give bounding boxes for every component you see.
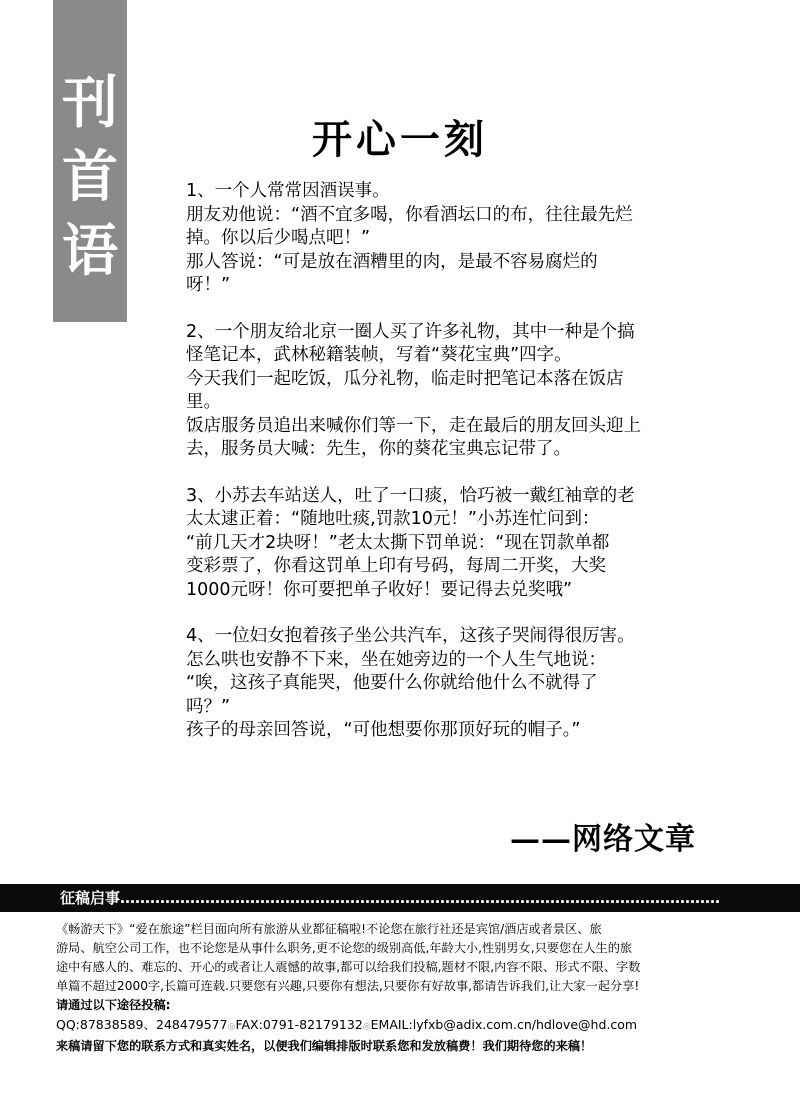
joke-paragraph-4 [186,625,706,743]
article-title: 开心一刻 [312,116,488,163]
section-title-char: 刊 [62,70,118,136]
section-title-char: 首 [62,144,118,210]
notice-header-bar [0,884,800,912]
notice-line: 途中有感人的、难忘的、开心的或者让人震憾的故事,都可以给我们投稿,题材不限,内容不限、形式不限、字数 [56,960,641,974]
separator-icon: ◎ [362,1022,371,1032]
text-line: 2、一个朋友给北京一圈人买了许多礼物，其中一种是个搞 [186,321,635,342]
text-line: 呀！” [186,275,231,295]
text-line: 1000元呀！你可要把单子收好！要记得去兑奖哦” [186,579,573,600]
notice-line: 《畅游天下》“爱在旅途”栏目面向所有旅游从业都征稿啦!不论您在旅行社还是宾馆/酒店或者景区、旅 [56,922,602,936]
text-line: “前几天才2块呀！”老太太撕下罚单说：“现在罚款单都 [186,532,610,553]
text-line: 太太逮正着：“随地吐痰,罚款10元！”小苏连忙问到： [186,509,600,529]
text-line: 变彩票了，你看这罚单上印有号码，每周二开奖，大奖 [186,556,606,576]
text-line: 4、一位妇女抱着孩子坐公共汽车，这孩子哭闹得很厉害。 [186,626,635,646]
text-line: 孩子的母亲回答说，“可他想要你那顶好玩的帽子。” [186,720,581,740]
section-title [53,66,127,288]
notice-body [56,920,756,1056]
joke-paragraph-1 [186,180,706,298]
notice-title: 征稿启事………………………………………………………………………………………………………… [60,889,721,907]
text-line: 怪笔记本，武林秘籍装帧，写着“葵花宝典”四字。 [186,345,572,365]
fax-contact: FAX:0791-82179132 [235,1017,363,1032]
text-line: 那人答说：“可是放在酒糟里的肉，是最不容易腐烂的 [186,251,598,272]
text-line: 今天我们一起吃饭，瓜分礼物，临走时把笔记本落在饭店 [186,368,624,389]
email-contact: EMAIL:lyfxb@adix.com.cn/hdlove@hd.com [370,1017,638,1032]
text-line: 朋友劝他说：“酒不宜多喝，你看酒坛口的布，往往最先烂 [186,204,633,225]
separator-icon: ◎ [227,1022,236,1032]
qq-contact: QQ:87838589、248479577 [56,1017,228,1032]
notice-line: 单篇不超过2000字,长篇可连载.只要您有兴趣,只要你有想法,只要你有好故事,都请告诉我们,让大家一起分享! [56,979,640,993]
section-title-char: 语 [62,218,118,284]
article-body [186,180,706,766]
text-line: 掉。你以后少喝点吧！” [186,228,371,248]
text-line: 去，服务员大喊：先生，你的葵花宝典忘记带了。 [186,439,571,459]
joke-paragraph-3 [186,485,706,603]
notice-closing: 来稿请留下您的联系方式和真实姓名，以便我们编辑排版时联系您和发放稿费！我们期待您的来稿！ [56,1039,593,1053]
text-line: 里。 [186,392,221,412]
joke-paragraph-2 [186,321,706,462]
text-line: 3、小苏去车站送人，吐了一口痰，恰巧被一戴红袖章的老 [186,485,635,506]
contact-line [56,1015,756,1037]
text-line: “唉，这孩子真能哭，他要什么你就给他什么不就得了 [186,673,598,693]
notice-line: 游局、航空公司工作，也不论您是从事什么职务,更不论您的级别高低,年龄大小,性别男女,只要您在人生的旅 [56,941,633,955]
article-signature: ——网络文章 [510,822,696,857]
text-line: 怎么哄也安静不下来，坐在她旁边的一个人生气地说： [186,649,606,670]
text-line: 吗？” [186,696,231,717]
submission-channels-label: 请通过以下途径投稿: [56,998,171,1012]
text-line: 饭店服务员追出来喊你们等一下，走在最后的朋友回头迎上 [186,415,641,436]
text-line: 1、一个人常常因酒误事。 [186,181,390,201]
